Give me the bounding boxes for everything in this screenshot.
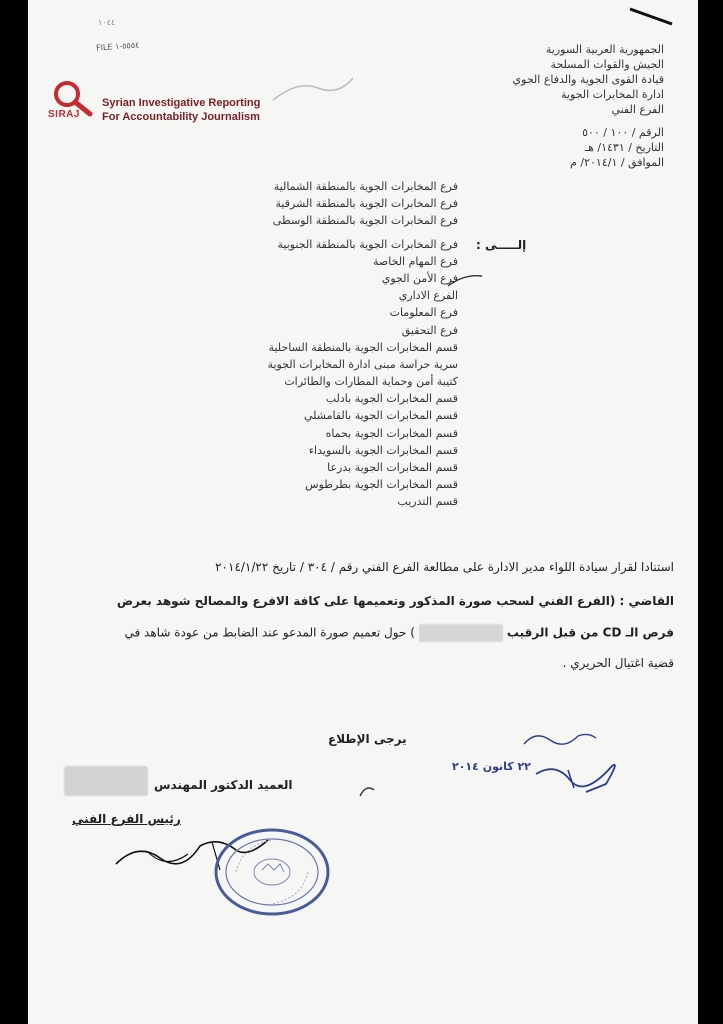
watermark-line-1: Syrian Investigative Reporting [102, 97, 261, 109]
annotation-date: ٢٢ كانون ٢٠١٤ [452, 760, 531, 773]
letterhead-line: الفرع الفني [611, 103, 664, 116]
official-seal [212, 826, 332, 918]
watermark-text [102, 96, 260, 124]
body-line-2: القاضي : (الفرع الفني لسحب صورة المذكور وتعميمها على كافة الافرع والمصالح شوهد بعرض [116, 594, 674, 608]
recipient-item: فرع المهام الخاصة [373, 254, 458, 268]
body-line-3-part-2: ) حول تعميم صورة المدعو عند الضابط من عودة شاهد في [124, 625, 415, 640]
signatory-title: العميد الدكتور المهندس [154, 778, 293, 792]
recipient-item: فرع المخابرات الجوية بالمنطقة الوسطى [272, 214, 458, 228]
redacted-signatory-name [64, 766, 148, 796]
recipient-item: فرع الأمن الجوي [381, 271, 458, 285]
body-line-4: قضية اغتيال الحريري . [562, 656, 674, 670]
reference-number: الرقم / ١٠٠ / ٥٠٠ [582, 126, 664, 139]
request-label: يرجى الإطلاع [328, 732, 407, 746]
handwritten-annotation [516, 722, 626, 802]
recipient-item: فرع المخابرات الجوية بالمنطقة الشمالية [273, 180, 458, 193]
watermark-line-2: For Accountability Journalism [102, 111, 260, 123]
signatory-position: رئيس الفرع الفني [72, 812, 181, 826]
letterhead-line: الجيش والقوات المسلحة [550, 58, 664, 71]
marginal-stamp-top: ١٠٤٤ [98, 18, 116, 27]
recipient-item: فرع التحقيق [401, 323, 458, 337]
body-line-3 [64, 624, 674, 642]
corner-stroke [628, 6, 678, 28]
recipient-item: قسم المخابرات الجوية بدرعا [327, 461, 458, 474]
faint-scribble [268, 70, 358, 110]
letterhead-line: ادارة المخابرات الجوية [561, 88, 664, 101]
recipient-item: فرع المخابرات الجوية بالمنطقة الشرقية [275, 197, 458, 211]
recipient-item: قسم المخابرات الجوية بادلب [325, 392, 458, 406]
siraj-watermark [40, 76, 270, 132]
recipient-item: فرع المعلومات [389, 306, 458, 320]
pen-tick [356, 780, 380, 804]
recipient-item: قسم المخابرات الجوية بالسويداء [308, 443, 458, 457]
recipient-item: قسم التدريب [397, 495, 458, 509]
marginal-stamp-file: FILE ٥٥٥٤-١ [95, 40, 140, 53]
redacted-name [419, 624, 503, 642]
recipients-list [238, 178, 458, 511]
watermark-brand: SIRAJ [48, 109, 80, 120]
letterhead [513, 42, 664, 170]
recipient-item: الفرع الاداري [398, 289, 458, 303]
document-page [28, 0, 698, 1024]
recipient-item: قسم المخابرات الجوية بالقامشلي [304, 409, 458, 423]
date-gregorian: الموافق / ٢٠١٤/١/ م [570, 156, 664, 169]
to-label: إلـــــى : [476, 238, 527, 252]
body-line-3-part-1: فرص الـ CD من قبل الرقيب [506, 625, 674, 640]
body-line-1: استنادا لقرار سيادة اللواء مدير الادارة على مطالعة الفرع الفني رقم / ٣٠٤ / تاريخ ٢٠١٤/١/٢٢ [215, 560, 674, 574]
recipient-item: كتيبة أمن وحماية المطارات والطائرات [284, 375, 458, 389]
letterhead-line: قيادة القوى الجوية والدفاع الجوي [512, 73, 664, 86]
recipient-item: قسم المخابرات الجوية بحماه [325, 426, 458, 440]
recipient-item: فرع المخابرات الجوية بالمنطقة الجنوبية [277, 237, 458, 251]
date-hijri: التاريخ / ١٤٣١/ هـ [584, 141, 664, 154]
letterhead-line: الجمهورية العربية السورية [545, 43, 664, 56]
recipient-item: سرية حراسة مبنى ادارة المخابرات الجوية [267, 357, 458, 371]
recipient-item: قسم المخابرات الجوية بالمنطقة الساحلية [268, 340, 458, 354]
recipient-item: قسم المخابرات الجوية بطرطوس [305, 478, 458, 492]
